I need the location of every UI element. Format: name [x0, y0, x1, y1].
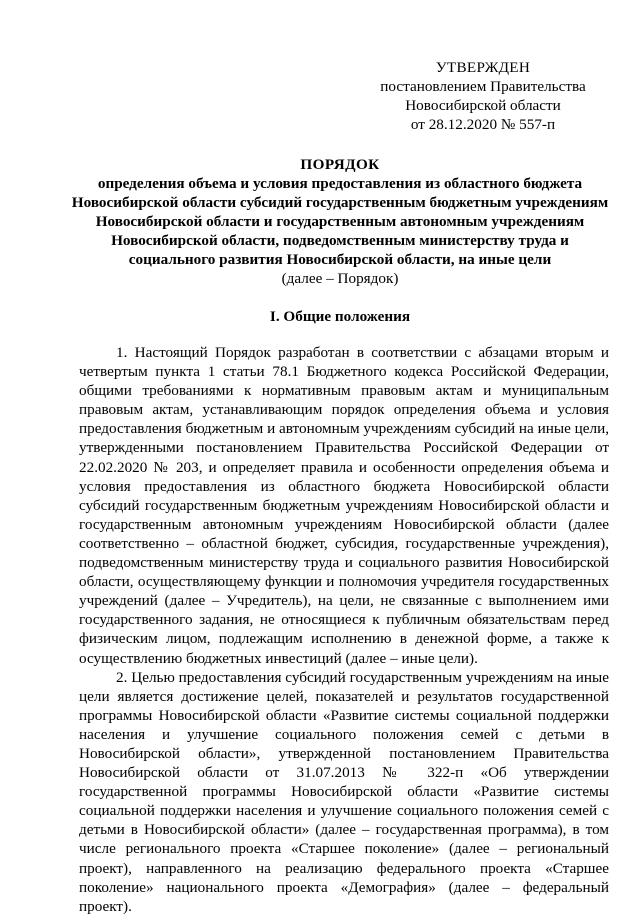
approval-line-region: Новосибирской области: [405, 97, 561, 114]
approval-title: УТВЕРЖДЕН: [435, 59, 531, 76]
paragraph-2: 2. Целью предоставления субсидий государственным учреждениям на иные цели является достижение целей, показателей и результатов государственной программы Новосибирской области «Развитие системы социальной поддержки населения и улучшение социального положения семей с детьми в Новосибирской области», утвержденной постановлением Правительства Новосибирской области от 31.07.2013 № 322-п «Об утверждении государственной программы Новосибирской области «Развитие системы социальной поддержки населения и улучшение социального положения семей с детьми в Новосибирской области» (далее – государственная программа), в том числе регионального проекта «Старшее поколение» (далее – региональный проект), направленного на реализацию федерального проекта «Старшее поколение» национального проекта «Демография» (далее – федеральный проект).: [79, 668, 609, 915]
paragraph-1: 1. Настоящий Порядок разработан в соответствии с абзацами вторым и четвертым пункта 1 статьи 78.1 Бюджетного кодекса Российской Федерации, общими требованиями к нормативным правовым актам и муниципальным правовым актам, устанавливающим порядок определения объема и условия предоставления бюджетным и автономным учреждениям субсидий на иные цели, утвержденными постановлением Правительства Российской Федерации от 22.02.2020 № 203, и определяет правила и особенности определения объема и условия предоставления из областного бюджета Новосибирской области субсидий государственным бюджетным учреждениям Новосибирской области и государственным автономным учреждениям Новосибирской области (далее соответственно – областной бюджет, субсидия, государственные учреждения), подведомственным министерству труда и социального развития Новосибирской области, осуществляющему функции и полномочия учредителя государственных учреждений (далее – Учредитель), на цели, не связанные с выполнением ими государственного задания, не относящиеся к публичным обязательствам перед физическим лицом, подлежащим исполнению в денежной форме, а также к осуществлению бюджетных инвестиций (далее – иные цели).: [79, 344, 609, 667]
section-heading: I. Общие положения: [269, 308, 411, 325]
approval-line-date: от 28.12.2020 № 557-п: [410, 116, 556, 133]
document-body: [79, 343, 609, 916]
document-title-note: (далее – Порядок): [281, 270, 399, 287]
document-title: ПОРЯДОК: [300, 156, 380, 173]
approval-line-decree: постановлением Правительства: [380, 78, 586, 95]
document-subtitle: определения объема и условия предоставления из областного бюджета Новосибирской области субсидий государственным бюджетным учреждениям Новосибирской области и государственным автономным учреждениям Новосибирской области, подведомственным министерству труда и социального развития Новосибирской области, на иные цели: [71, 175, 609, 268]
approval-stamp: [360, 58, 606, 134]
document-title-block: [70, 155, 610, 288]
